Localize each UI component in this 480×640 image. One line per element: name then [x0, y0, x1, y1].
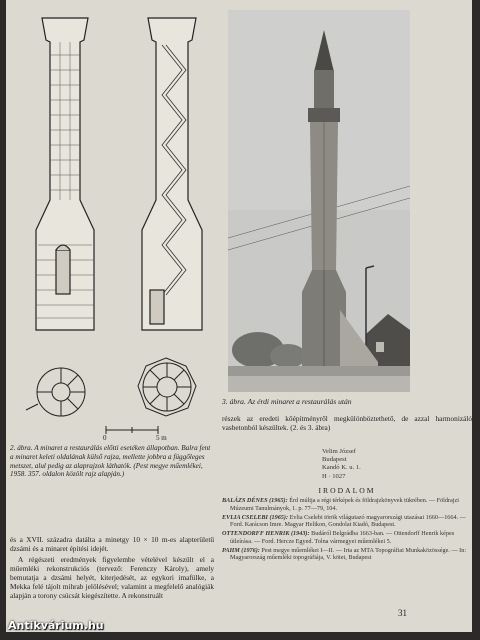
scale-label-five-m: 5 m	[156, 434, 167, 440]
author-name: Velim József	[322, 448, 356, 455]
references-list	[222, 497, 472, 563]
reference-author: OTTENDORFF HENRIK (1943):	[222, 530, 310, 537]
reference-author: BALÁZS DÉNES (1965):	[222, 497, 288, 504]
minaret-plan-drawing-1	[26, 368, 85, 416]
paragraph: A régészeti eredmények figyelembe vételével készült el a műemléki rekonstrukciós (tervező: Ferenczy Károly), amely bemutatja a dzsámi helyét, kiterjedését, az egykori imafülke, a Mekka felé tájolt mihrab jelölésével; valamint a megfelelő analógiák alapján a torony csúcsát kiegészítette. A rekonstruált	[10, 555, 214, 601]
minaret-section-drawing	[142, 18, 202, 330]
author-postcode: H · 1027	[322, 472, 346, 480]
minaret-elevation-drawing	[36, 18, 94, 330]
author-city: Budapest	[322, 456, 347, 464]
site-watermark: Antikvárium.hu	[8, 619, 104, 632]
minaret-plan-drawing-2	[138, 358, 196, 416]
scale-bar	[106, 426, 158, 434]
references-heading: IRODALOM	[318, 486, 376, 495]
reference-text: Érd múltja a régi térképek és földrajzkönyvek tükrében. — Földrajzi Múzeumi Tanulmányok, 1. p. 77—79, 104.	[230, 497, 459, 512]
reference-item	[222, 530, 472, 546]
figure-2-caption: 2. ábra. A minaret a restaurálás előtti esetéken állapotban. Balra fent a minaret keleti oldalának külső rajza, mellette jobbra a függőleges metszet, alul pedig az alaprajzok láthatók. (Pest megye műemlékei, 1958. 357. oldalon közölt rajz alapján.)	[10, 444, 211, 479]
reference-author: EVLIA CSELEBI (1965):	[222, 513, 289, 521]
author-address: Kandó K. u. 1.	[322, 464, 361, 472]
book-page	[6, 0, 472, 632]
page-number: 31	[398, 608, 407, 618]
reference-item	[222, 547, 472, 563]
reference-text: Evlia Cselebi török világutazó magyarországi utazásai 1660—1664. — Ford. Karácson Imre. Magyar Helikon, Gondolat Kiadó, Budapest.	[230, 513, 466, 529]
body-text-left-column	[10, 535, 214, 602]
minaret-photo	[228, 10, 410, 392]
author-block	[322, 448, 462, 481]
scale-label-zero: 0	[103, 434, 107, 440]
reference-item	[222, 514, 472, 530]
paragraph: és a XVII. századra datálta a minetgy 10 × 10 m-es alapterületű dzsámi és a minaret építési idejét.	[10, 535, 214, 554]
figure-2-drawings	[6, 0, 226, 440]
reference-item	[222, 497, 472, 513]
reference-text: Budáról Belgrádba 1663-ban. — Ottendorff Henrik képes útleírása. — Ford. Hercze Egyed. Tolna vármegyei műemlékei 5.	[230, 530, 455, 545]
figure-3-caption: 3. ábra. Az érdi minaret a restaurálás után	[222, 397, 352, 406]
reference-author: PAHM (1976):	[222, 546, 260, 554]
reference-text: Pest megye műemlékei I—II. — Irta az MTA Topográfiai Munkaközössége. — In: Magyarország műemléki topográfiája, V. kötet, Budapest	[230, 546, 467, 562]
body-text-right-column: részek az eredeti kőépítményről megkülönböztethető, de azzal harmonizáló vasbetonból készültek. (2. és 3. ábra)	[222, 414, 472, 433]
